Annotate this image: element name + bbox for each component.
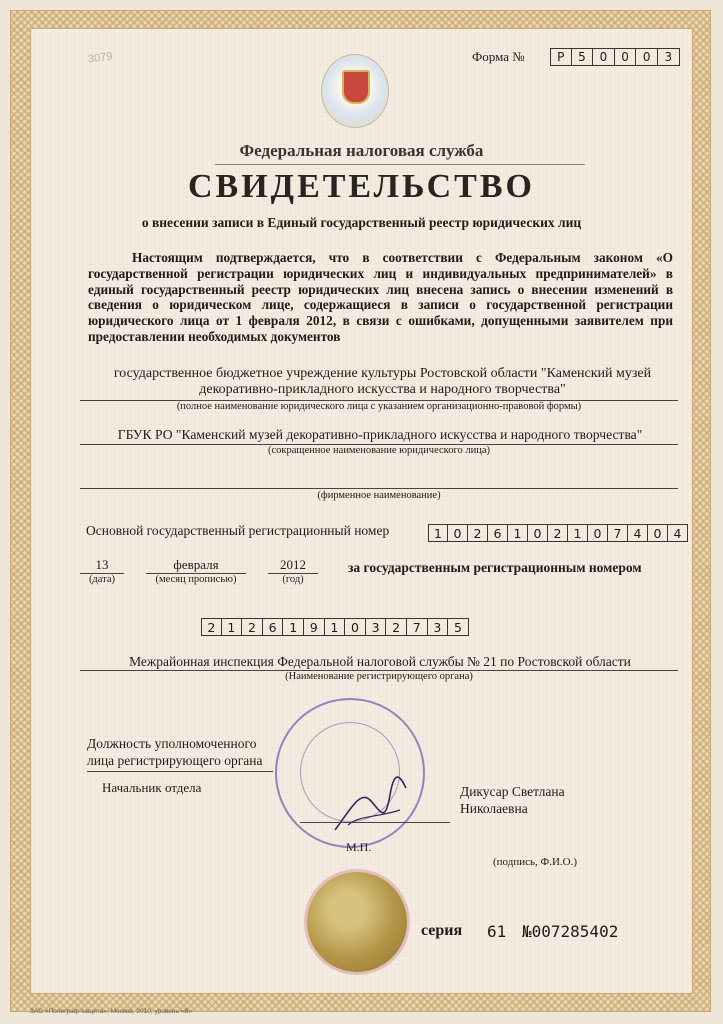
ogrn-digit: 0 [448,524,468,542]
grn-digit: 5 [448,618,469,636]
grn-digit: 1 [325,618,346,636]
form-number-cell: Р [550,48,572,66]
grn-digit: 2 [242,618,263,636]
ogrn-digit: 4 [628,524,648,542]
certification-text: Настоящим подтверждается, что в соответствии с Федеральным законом «О государственной регистрации юридических лиц и индивидуальных предпринимателей» в единый государственный реестр юридических лиц внесена запись о внесении изменений в сведения о юридическом лице, содержащиеся в записи о государственной регистрации юридического лица от 1 февраля 2012, в связи с ошибками, допущенными заявителем при предоставлении необходимых документов [88,250,673,344]
date-day-caption: (дата) [88,574,116,585]
date-day: 13 [95,557,109,572]
date-month: февраля [173,557,219,572]
signer-position: Начальник отдела [102,780,202,795]
grn-digit: 2 [386,618,407,636]
form-number-cells [550,48,680,66]
grn-digit: 3 [366,618,387,636]
form-number-cell: 0 [593,48,615,66]
grn-label: за государственным регистрационным номером [348,560,642,575]
ogrn-digit: 4 [668,524,688,542]
authority-caption: (Наименование регистрирующего органа) [285,671,473,682]
grn-digit: 1 [222,618,243,636]
pencil-note: 3079 [87,50,114,66]
ogrn-digit: 2 [468,524,488,542]
form-number-cell: 3 [658,48,680,66]
date-year: 2012 [280,557,306,572]
series-label: серия [421,922,463,939]
grn-digit: 0 [345,618,366,636]
date-year-caption: (год) [282,574,304,585]
full-name-caption: (полное наименование юридического лица с указанием организационно-правовой формы) [176,401,582,412]
ogrn-digit: 1 [508,524,528,542]
ogrn-digit: 6 [488,524,508,542]
agency-underline [215,164,585,165]
certificate-subtitle: о внесении записи в Единый государственный реестр юридических лиц [141,215,582,230]
form-number-label: Форма № [472,49,525,64]
grn-cells [201,618,469,636]
series-value: 61 [487,922,507,941]
certificate-title: СВИДЕТЕЛЬСТВО [188,168,535,205]
grn-digit: 9 [304,618,325,636]
signature-caption: (подпись, Ф.И.О.) [493,856,577,868]
full-name-value: государственное бюджетное учреждение культуры Ростовской области "Каменский музей декоративно-прикладного искусства и народного творчества" [113,366,652,397]
short-name-caption: (сокращенное наименование юридического лица) [267,445,491,456]
form-number-cell: 0 [615,48,637,66]
ogrn-digit: 1 [428,524,448,542]
position-label-line [87,771,273,772]
printer-imprint: ЗАО «Полиграф-защита», Москва, 2010, уровень «В» [30,1008,193,1015]
ogrn-digit: 1 [568,524,588,542]
ogrn-digit: 0 [648,524,668,542]
gold-seal-emblem [307,872,407,972]
short-name-value: ГБУК РО "Каменский музей декоративно-прикладного искусства и народного творчества" [117,427,643,442]
coat-of-arms-icon [342,70,370,104]
grn-digit: 3 [428,618,449,636]
position-label-line1: Должность уполномоченного [87,736,257,751]
signer-name-line1: Дикусар Светлана [460,784,565,799]
ogrn-digit: 0 [588,524,608,542]
signature-scribble [330,770,410,840]
grn-digit: 2 [201,618,222,636]
ogrn-digit: 2 [548,524,568,542]
certificate-number: №007285402 [522,922,619,941]
registering-authority: Межрайонная инспекция Федеральной налоговой службы № 21 по Ростовской области [129,654,631,669]
ogrn-label: Основной государственный регистрационный номер [86,523,390,538]
agency-name: Федеральная налоговая служба [239,141,484,160]
position-label-line2: лица регистрирующего органа [87,753,263,768]
stamp-place-label: М.П. [346,840,372,854]
brand-name-caption: (фирменное наименование) [317,490,441,501]
grn-digit: 7 [407,618,428,636]
position-label [87,735,262,769]
form-number-cell: 0 [636,48,658,66]
grn-digit: 1 [283,618,304,636]
ogrn-digit: 0 [528,524,548,542]
signer-name-line2: Николаевна [460,801,528,816]
brand-name-line [80,488,678,489]
grn-digit: 6 [263,618,284,636]
date-month-caption: (месяц прописью) [155,574,237,585]
signature-line [300,822,450,823]
signer-name [460,783,565,817]
form-number-cell: 5 [572,48,594,66]
ogrn-digit: 7 [608,524,628,542]
ogrn-cells [428,524,688,542]
